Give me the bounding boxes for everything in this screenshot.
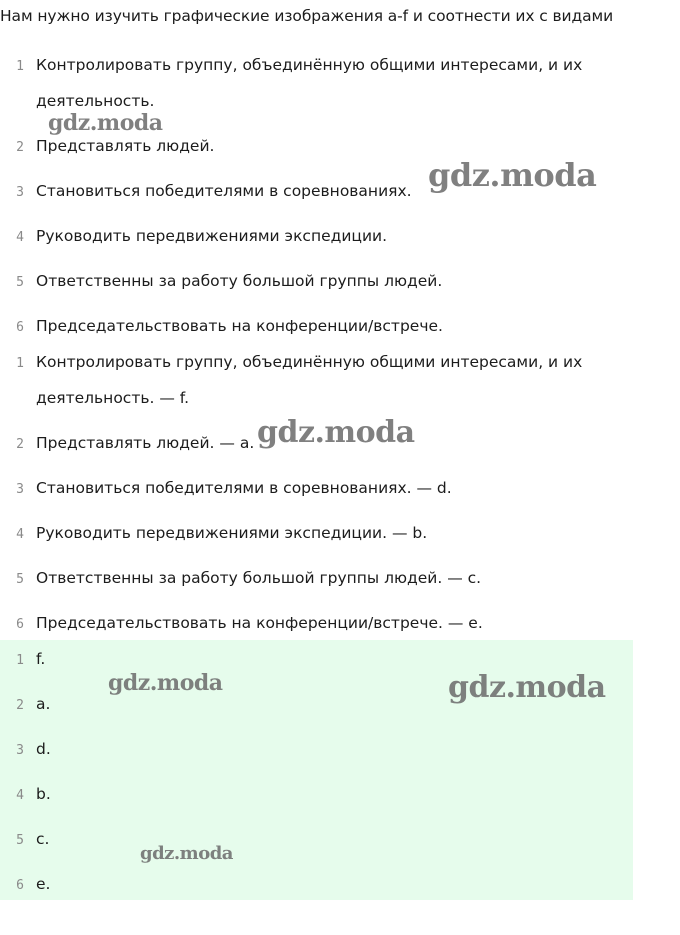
item-text: Становиться победителями в соревнованиях. bbox=[36, 182, 412, 200]
watermark: gdz.moda bbox=[140, 843, 233, 864]
item-text: b. bbox=[36, 785, 51, 803]
item-text: c. bbox=[36, 830, 50, 848]
item-number: 4 bbox=[16, 230, 24, 245]
item-number: 2 bbox=[16, 140, 24, 155]
item-number: 6 bbox=[16, 878, 24, 893]
item-number: 1 bbox=[16, 653, 24, 668]
item-text: Руководить передвижениями экспедиции. — b. bbox=[36, 524, 428, 542]
watermark: gdz.moda bbox=[257, 415, 415, 450]
item-number: 1 bbox=[16, 59, 24, 74]
item-text: e. bbox=[36, 875, 51, 893]
watermark: gdz.moda bbox=[448, 670, 606, 705]
watermark: gdz.moda bbox=[48, 110, 163, 136]
item-number: 5 bbox=[16, 275, 24, 290]
item-number: 4 bbox=[16, 788, 24, 803]
item-number: 6 bbox=[16, 617, 24, 632]
item-text: Становиться победителями в соревнованиях. — d. bbox=[36, 479, 452, 497]
item-number: 5 bbox=[16, 833, 24, 848]
item-text: Ответственны за работу большой группы людей. — c. bbox=[36, 569, 482, 587]
item-number: 3 bbox=[16, 185, 24, 200]
item-number: 3 bbox=[16, 482, 24, 497]
item-text: Ответственны за работу большой группы людей. bbox=[36, 272, 443, 290]
intro-text: Нам нужно изучить графические изображения a-f и соотнести их с видами bbox=[0, 7, 614, 25]
item-text: Представлять людей. bbox=[36, 137, 215, 155]
item-text: Контролировать группу, объединённую общими интересами, и их деятельность. bbox=[36, 56, 583, 110]
item-text: f. bbox=[36, 650, 46, 668]
list-item bbox=[0, 352, 640, 407]
item-text: Контролировать группу, объединённую общими интересами, и их деятельность. — f. bbox=[36, 353, 583, 407]
item-text: Председательствовать на конференции/встрече. bbox=[36, 317, 443, 335]
item-number: 4 bbox=[16, 527, 24, 542]
watermark: gdz.moda bbox=[428, 156, 597, 194]
item-number: 2 bbox=[16, 437, 24, 452]
item-text: Представлять людей. — a. bbox=[36, 434, 255, 452]
item-text: d. bbox=[36, 740, 51, 758]
item-text: a. bbox=[36, 695, 51, 713]
item-number: 5 bbox=[16, 572, 24, 587]
item-number: 2 bbox=[16, 698, 24, 713]
watermark: gdz.moda bbox=[108, 670, 223, 696]
item-number: 3 bbox=[16, 743, 24, 758]
item-text: Председательствовать на конференции/встрече. — e. bbox=[36, 614, 483, 632]
item-number: 1 bbox=[16, 356, 24, 371]
list-item bbox=[0, 874, 640, 919]
list-item bbox=[0, 55, 640, 110]
item-text: Руководить передвижениями экспедиции. bbox=[36, 227, 388, 245]
item-number: 6 bbox=[16, 320, 24, 335]
